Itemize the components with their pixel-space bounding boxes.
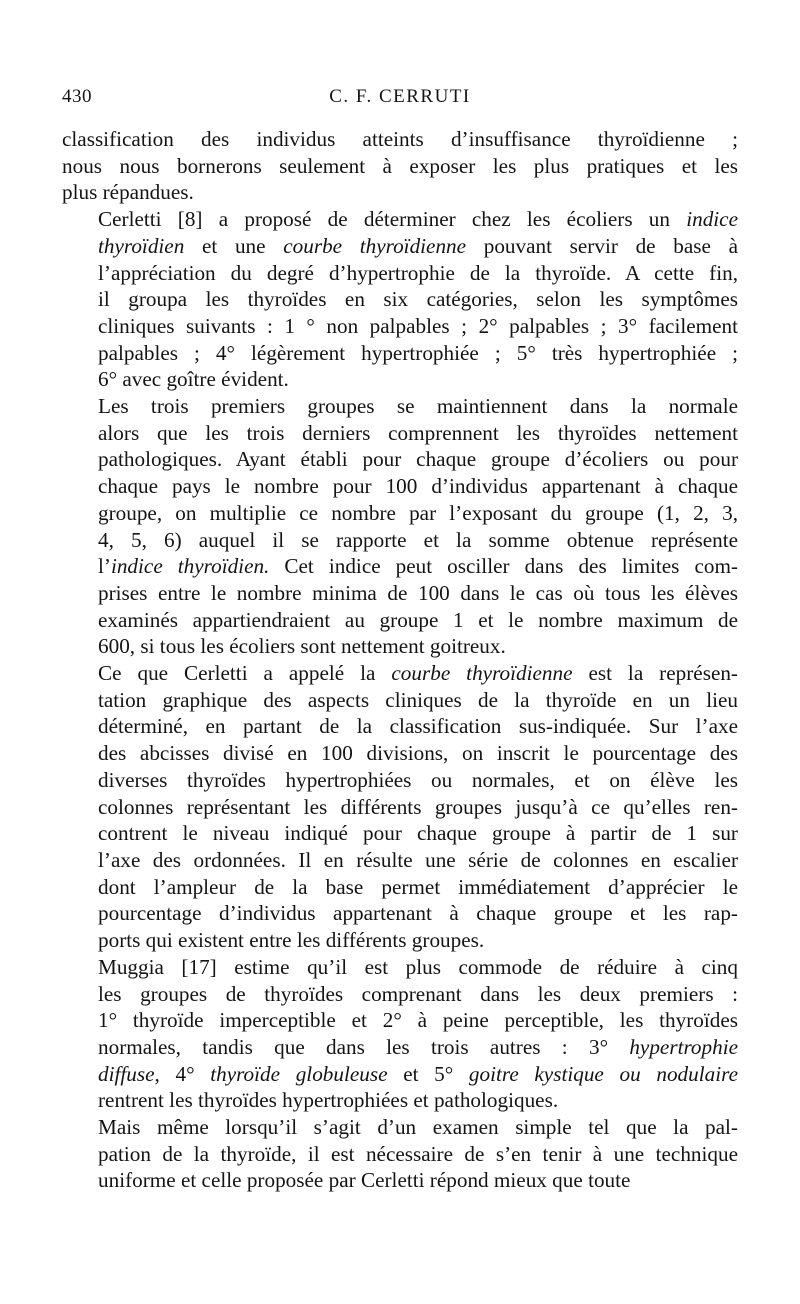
text-line: groupe, on multiplie ce nombre par l’exposant du groupe (1, 2, 3, (98, 500, 738, 525)
text-line: normales, tandis que dans les trois autres : 3° hypertrophie (98, 1034, 738, 1059)
text-line: thyroïdien et une courbe thyroïdienne pouvant servir de base à (98, 233, 738, 258)
paragraph-p3 (62, 393, 738, 660)
text-line: ports qui existent entre les différents groupes. (98, 928, 485, 953)
text-line: 6° avec goître évident. (98, 367, 289, 392)
text-line: tation graphique des aspects cliniques de la thyroïde en un lieu (98, 687, 738, 712)
italic-term: indice (686, 207, 738, 232)
text-line: il groupa les thyroïdes en six catégories, selon les symptômes (98, 287, 738, 312)
text-line: pation de la thyroïde, il est nécessaire de s’en tenir à une technique (98, 1141, 738, 1166)
italic-term: hypertrophie (629, 1034, 738, 1059)
italic-term: goitre kystique ou nodulaire (468, 1061, 738, 1086)
text-line: plus répandues. (62, 180, 194, 205)
text-line: dont l’ampleur de la base permet immédiatement d’apprécier le (98, 874, 738, 899)
italic-term: thyroïdien (98, 233, 185, 258)
text-line: l’appréciation du degré d’hypertrophie de la thyroïde. A cette fin, (98, 260, 738, 285)
text-line: Muggia [17] estime qu’il est plus commode de réduire à cinq (98, 954, 738, 979)
text-line: les groupes de thyroïdes comprenant dans les deux premiers : (98, 981, 738, 1006)
paragraph-p6 (62, 1114, 738, 1194)
page-number: 430 (62, 86, 92, 107)
text-line: Mais même lorsqu’il s’agit d’un examen simple tel que la pal- (98, 1115, 738, 1140)
text-line: uniforme et celle proposée par Cerletti répond mieux que toute (98, 1168, 631, 1193)
text-line: palpables ; 4° légèrement hypertrophiée ; 5° très hypertrophiée ; (98, 340, 738, 365)
text-line: l’axe des ordonnées. Il en résulte une série de colonnes en escalier (98, 847, 738, 872)
text-line: rentrent les thyroïdes hypertrophiées et pathologiques. (98, 1088, 559, 1113)
text-line: examinés appartiendraient au groupe 1 et le nombre maximum de (98, 607, 738, 632)
text-line: diverses thyroïdes hypertrophiées ou normales, et on élève les (98, 767, 738, 792)
text-line: pourcentage d’individus appartenant à chaque groupe et les rap- (98, 901, 738, 926)
body-text (62, 126, 738, 1194)
text-line: 600, si tous les écoliers sont nettement goitreux. (98, 634, 506, 659)
text-line: Ce que Cerletti a appelé la courbe thyroïdienne est la représen- (98, 661, 738, 686)
paragraph-p5 (62, 954, 738, 1114)
italic-term: thyroïde globuleuse (210, 1061, 388, 1086)
italic-term: courbe thyroïdienne (391, 661, 573, 686)
text-line: déterminé, en partant de la classification sus-indiquée. Sur l’axe (98, 714, 738, 739)
text-line: contrent le niveau indiqué pour chaque groupe à partir de 1 sur (98, 821, 738, 846)
text-line: Cerletti [8] a proposé de déterminer chez les écoliers un indice (98, 207, 738, 232)
running-title: C. F. CERRUTI (329, 86, 471, 107)
text-line: nous nous bornerons seulement à exposer les plus pratiques et les (62, 153, 738, 178)
text-line: 4, 5, 6) auquel il se rapporte et la somme obtenue représente (98, 527, 738, 552)
text-line: des abcisses divisé en 100 divisions, on inscrit le pourcentage des (98, 741, 738, 766)
text-line: classification des individus atteints d’insuffisance thyroïdienne ; (62, 127, 738, 151)
paragraph-p4 (62, 660, 738, 954)
text-line: l’indice thyroïdien. Cet indice peut osciller dans des limites com- (98, 554, 738, 579)
text-line: Les trois premiers groupes se maintiennent dans la normale (98, 394, 738, 419)
page-header (62, 86, 738, 116)
text-line: 1° thyroïde imperceptible et 2° à peine perceptible, les thyroïdes (98, 1008, 738, 1033)
text-line: chaque pays le nombre pour 100 d’individus appartenant à chaque (98, 474, 738, 499)
paragraph-p2 (62, 206, 738, 393)
italic-term: courbe thyroïdienne (283, 233, 467, 258)
text-line: alors que les trois derniers comprennent les thyroïdes nettement (98, 420, 738, 445)
text-line: prises entre le nombre minima de 100 dans le cas où tous les élèves (98, 580, 738, 605)
paragraph-p1 (62, 126, 738, 206)
text-line: colonnes représentant les différents groupes jusqu’à ce qu’elles ren- (98, 794, 738, 819)
italic-term: indice thyroïdien. (110, 554, 270, 579)
text-line: pathologiques. Ayant établi pour chaque groupe d’écoliers ou pour (98, 447, 738, 472)
text-line: diffuse, 4° thyroïde globuleuse et 5° goitre kystique ou nodulaire (98, 1061, 738, 1086)
text-line: cliniques suivants : 1 ° non palpables ; 2° palpables ; 3° facilement (98, 313, 738, 338)
italic-term: diffuse (98, 1061, 155, 1086)
